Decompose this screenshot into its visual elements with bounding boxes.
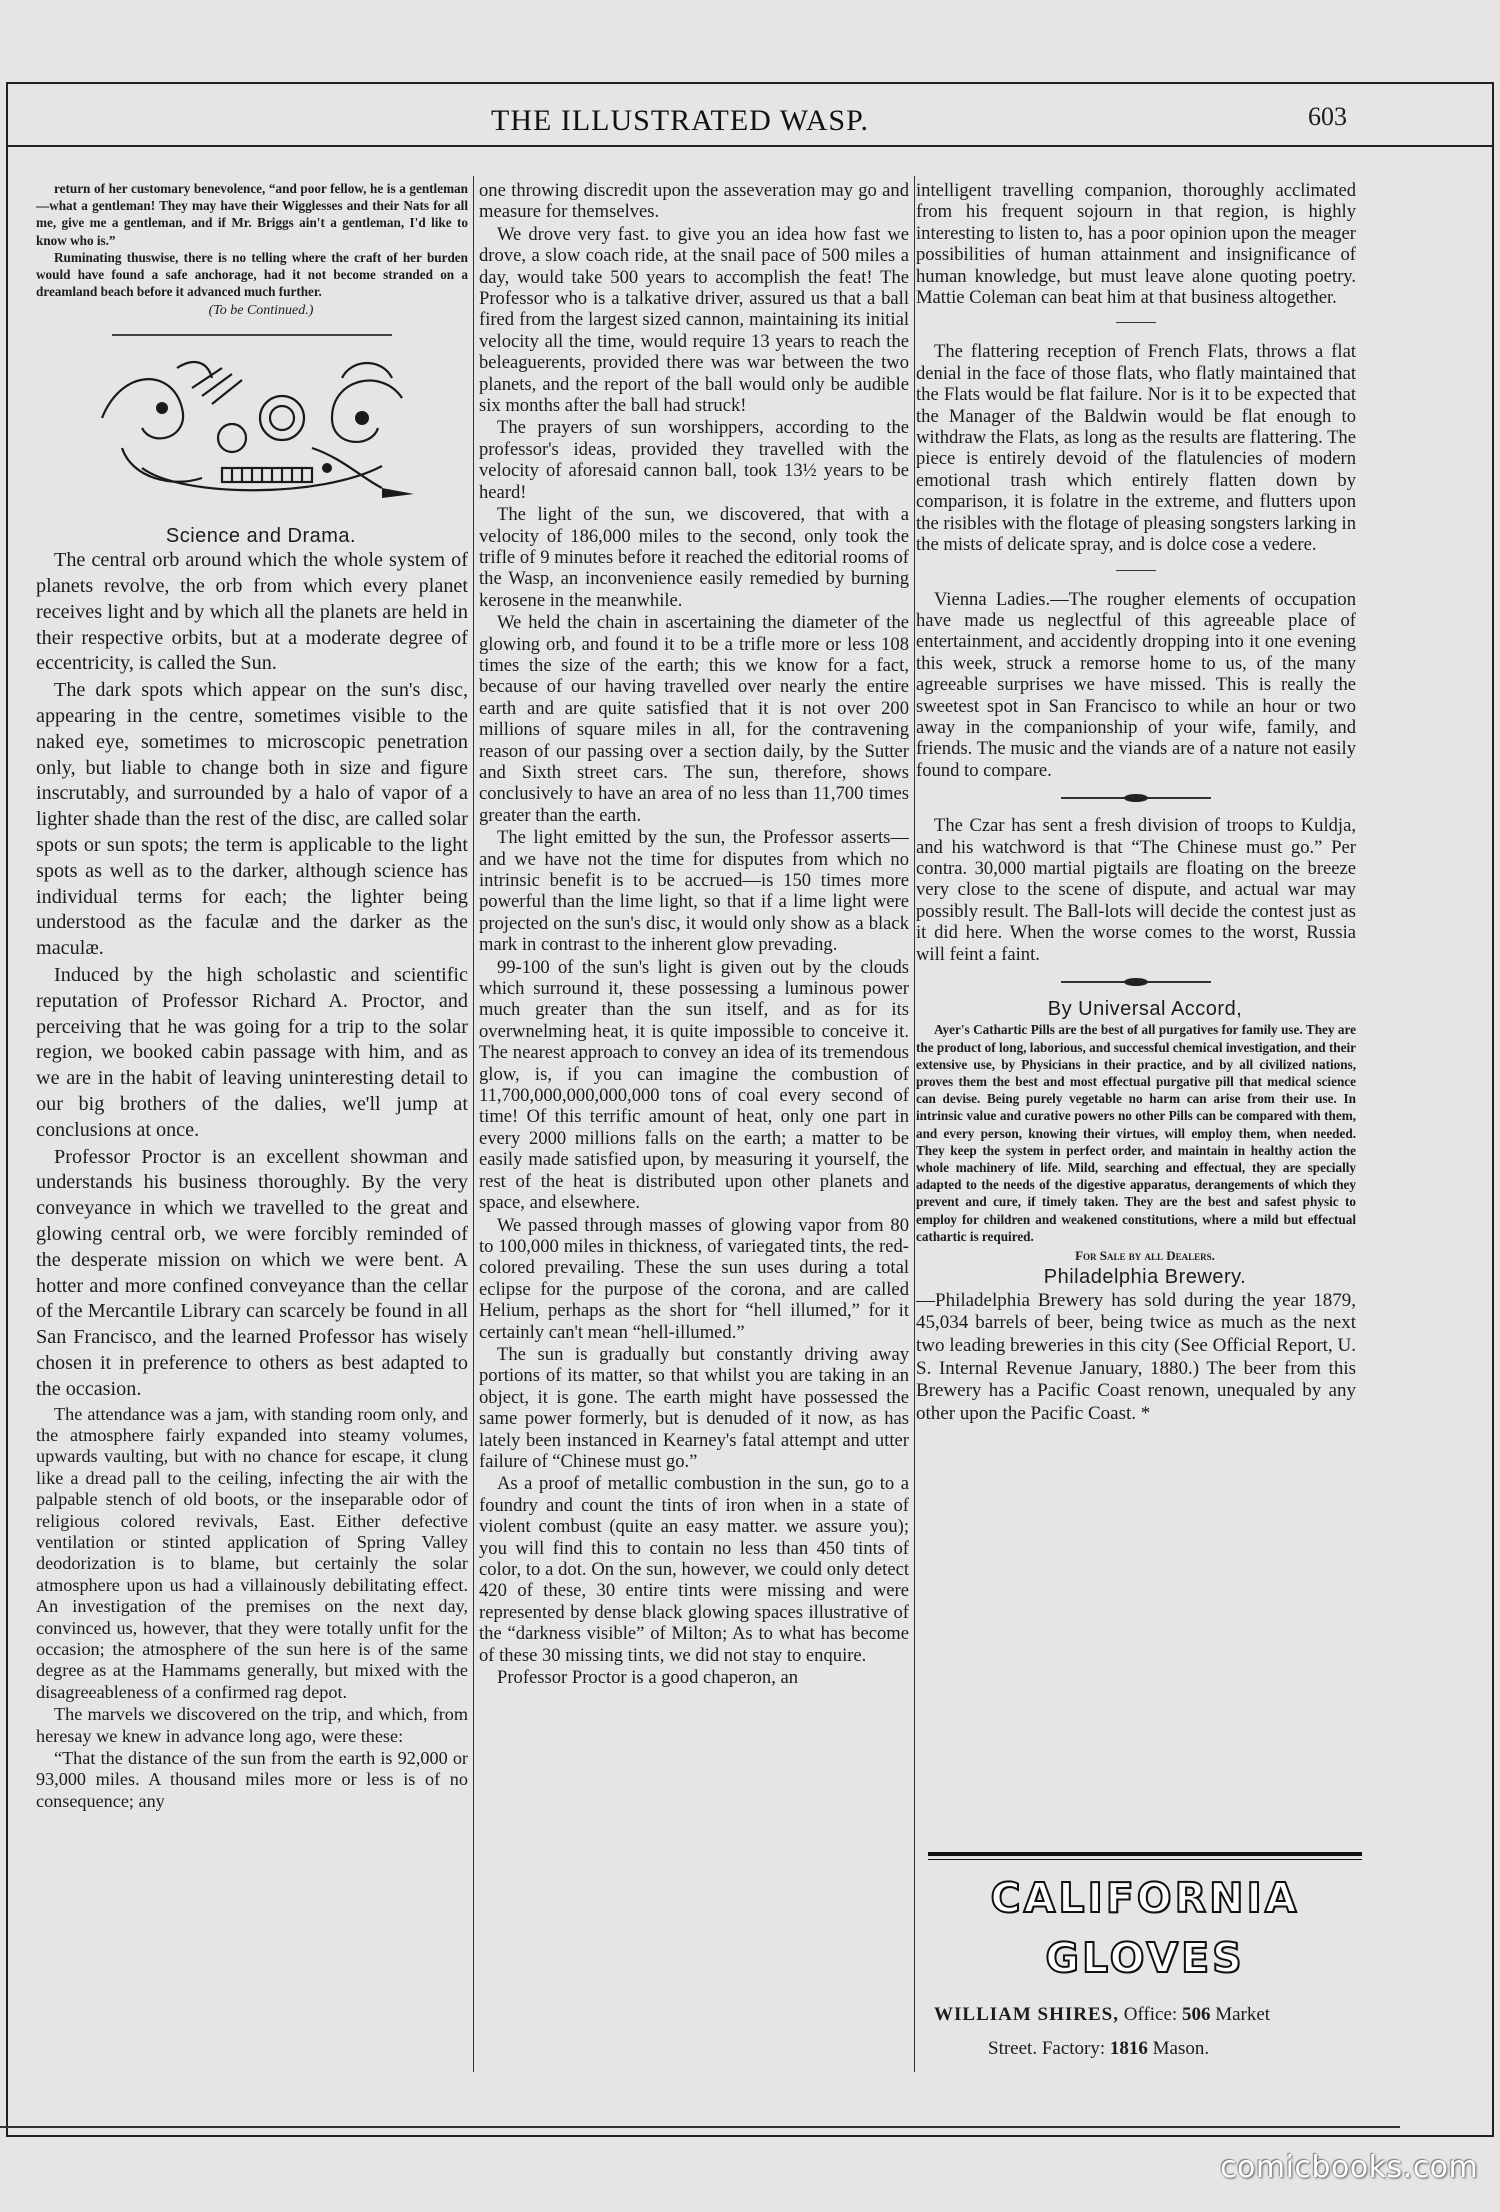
page-header xyxy=(0,104,1500,148)
article-paragraph: The Czar has sent a fresh division of troops to Kuldja, and his watchword is that “The Chinese must go.” Per contra. 30,000 martial pigtails are floating on the breeze very close to the scene of dispute, and actual war may possibly result. The Ball-lots will decide the contest just as it did here. When the worse comes to the worst, Russia will feint a faint. xyxy=(916,815,1356,965)
brewery-text: —Philadelphia Brewery has sold during the year 1879, 45,034 barrels of beer, being twice as much as the next two leading breweries in this city (See Official Report, U. S. Internal Revenue January, 1880.) The beer from this Brewery has a Pacific Coast renown, unequaled by any other upon the Pacific Coast. * xyxy=(916,1289,1356,1424)
article-paragraph: The flattering reception of French Flats, throws a flat denial in the face of those flats, who flatly maintained that the Flats would be flat failure. Nor is it to be expected that the Manager of the Baldwin would be flat enough to withdraw the Flats, as long as the results are flattering. The piece is entirely devoid of the flatulencies of modern emotional trash which entirely flatten down by comparison, it is folatre in the extreme, and flutters upon the risibles with the flotage of pleasing songsters larking in the mists of delicate spray, and is dolce cose a vedere. xyxy=(916,341,1356,556)
article-paragraph: The light emitted by the sun, the Professor asserts—and we have not the time for disputes from which no intrinsic benefit is to be accrued—is 150 times more powerful than the lime light, so that if a lime light were projected on the sun's disc, it would only show as a black mark in contrast to the inherent glow prevading. xyxy=(479,827,909,956)
advert-rule xyxy=(928,1859,1362,1860)
factory-label: Factory: xyxy=(1041,2038,1106,2059)
office-label: Office: xyxy=(1123,2004,1178,2025)
article-paragraph: The prayers of sun worshippers, according to the professor's ideas, provided they travelled with the velocity of aforesaid cannon ball, took 13½ years to be heard! xyxy=(479,417,909,503)
factory-street: Mason. xyxy=(1152,2038,1210,2059)
california-gloves-advert xyxy=(928,1852,1362,2072)
short-divider xyxy=(1116,570,1156,571)
article-paragraph: one throwing discredit upon the asseveration may go and measure for themselves. xyxy=(479,180,909,223)
article-paragraph: The central orb around which the whole system of planets revolve, the orb from which every planet receives light and by which all the planets are held in their respective orbits, but at a moderate degree of eccentricity, is called the Sun. xyxy=(36,549,468,675)
column-divider xyxy=(914,176,915,2072)
running-title: THE ILLUSTRATED WASP. xyxy=(491,104,869,137)
article-paragraph: We drove very fast. to give you an idea how fast we drove, a slow coach ride, at the snail pace of 500 miles a day, would take 500 years to accomplish the feat! The Professor who is a talkative driver, assured us that a ball fired from the largest sized cannon, maintaining its initial velocity all the time, would require 13 years to reach the beleaguerents, provided there was war between the two planets, and the report of the ball would only be audible six months after the ball had struck! xyxy=(479,223,909,417)
article-paragraph: The marvels we discovered on the trip, and which, from heresay we knew in advance long ago, were these: xyxy=(36,1704,468,1746)
page-number: 603 xyxy=(1308,102,1347,131)
article-paragraph: intelligent travelling companion, thoroughly acclimated from his frequent sojourn in that region, is highly interesting to listen to, has a poor opinion upon the meager possibilities of human attainment and insignificance of human knowledge, but must leave alone quoting poetry. Mattie Coleman can beat him at that business altogether. xyxy=(916,180,1356,309)
ornamental-divider xyxy=(1061,797,1211,799)
advert-factory-line xyxy=(988,2038,1209,2060)
short-divider xyxy=(1116,322,1156,323)
ornamental-vignette xyxy=(82,348,422,508)
article-paragraph: The sun is gradually but constantly driving away portions of its matter, so that whilst you are taking in an object, it is gone. The earth might have possessed the same power formerly, but is denuded of it now, as has lately been instanced in Kearney's fatal attempt and utter failure of “Chinese must go.” xyxy=(479,1343,909,1472)
column-1 xyxy=(36,180,468,2075)
column-3 xyxy=(916,180,1356,2075)
article-paragraph: 99-100 of the sun's light is given out by the clouds which surround it, these possessing a luminous power much greater than the sun itself, and as for its overwnelming heat, it is quite impossible to conceive it. The nearest approach to convey an idea of its tremendous glow, is, if you can imagine the combustion of 11,700,000,000,000,000 tons of coal every second of time! Of this terrific amount of heat, only one part in every 2000 millions falls on the earth; a matter to be easily made satisfied upon, by measuring it yourself, the rest of the heat is distributed upon other planets and space, and elsewhere. xyxy=(479,956,909,1214)
column-divider xyxy=(473,176,474,2072)
header-rule xyxy=(6,145,1494,147)
section-divider xyxy=(112,334,392,336)
column-2 xyxy=(479,180,909,2075)
article-paragraph: Vienna Ladies.—The rougher elements of occupation have made us neglectful of this agreeable place of entertainment, and accidently dropping into it one evening this week, struck a remorse home to us, of the many agreeable surprises we have missed. This is really the sweetest spot in San Francisco to while an hour or two away in the companionship of your wife, family, and friends. The music and the viands are of a nature not easily found to compare. xyxy=(916,588,1356,781)
ornamental-divider xyxy=(1061,981,1211,983)
story-continuation: return of her customary benevolence, “and poor fellow, he is a gentleman—what a gentleman! They may have their Wigglesses and their Nats for all me, give me a gentleman, and if Mr. Briggs ain't a gentleman, I'd like to know who is.” xyxy=(36,181,468,248)
brewery-title: Philadelphia Brewery. xyxy=(1043,1266,1247,1289)
office-street: Market xyxy=(1215,2004,1271,2025)
street-label: Street. xyxy=(988,2038,1038,2059)
article-paragraph: Induced by the high scholastic and scientific reputation of Professor Richard A. Proctor, and perceiving that he was going for a trip to the solar region, we booked cabin passage with him, and as we are in the habit of leaving uninteresting detail to our big brothers of the dalies, we'll jump at conclusions at once. xyxy=(36,963,468,1141)
article-paragraph: Professor Proctor is a good chaperon, an xyxy=(497,1667,799,1689)
article-paragraph: The light of the sun, we discovered, that with a velocity of 186,000 miles to the second, only took the trifle of 9 minutes before it reached the editorial rooms of the Wasp, an inconvenience easily remedied by burning kerosene in the meanwhile. xyxy=(479,504,909,611)
article-paragraph: “That the distance of the sun from the earth is 92,000 or 93,000 miles. A thousand miles more or less is of no consequence; any xyxy=(36,1748,468,1811)
watermark: comicbooks.com xyxy=(1220,2150,1479,2185)
article-paragraph: The dark spots which appear on the sun's disc, appearing in the centre, sometimes visible to the naked eye, sometimes to microscopic penetration only, but liable to change both in size and figure inscrutably, and surrounded by a halo of vapor of a lighter shade than the rest of the disc, are called solar spots or sun spots; the term is applicable to the light spots as well as to the darker, although science has individual terms for each; the lighter being understood as the faculæ and the darker as the maculæ. xyxy=(36,679,468,960)
advert-dealers: For Sale by all Dealers. xyxy=(1075,1248,1215,1264)
article-title: Science and Drama. xyxy=(165,524,357,547)
advert-text: Ayer's Cathartic Pills are the best of all purgatives for family use. They are the product of long, laborious, and successful chemical investigation, and their extensive use, by Physicians in their practice, and by all civilized nations, proves them the best and most effectual purgative pill that medical science can devise. Being purely vegetable no harm can arise from their use. In intrinsic value and curative powers no other Pills can be compared with them, and every person, knowing their virtues, will employ them, when needed. They keep the system in perfect order, and maintain in healthy action the whole machinery of life. Mild, searching and effectual, they are specially adapted to the needs of the digestive apparatus, derangements of which they prevent and cure, if timely taken. They are the best and safest physic to employ for children and weakened constitutions, where a mild but effectual cathartic is required. xyxy=(916,1022,1356,1244)
advert-rule xyxy=(928,1852,1362,1856)
advert-proprietor: WILLIAM SHIRES, xyxy=(934,2004,1119,2025)
article-paragraph: Professor Proctor is an excellent showman and understands his business thoroughly. By the very conveyance in which we travelled to the great and glowing central orb, we were forcibly reminded of the desperate mission on which we were bent. A hotter and more confined conveyance than the cellar of the Mercantile Library can scarcely be found in all San Francisco, and the learned Professor has wisely chosen it in preference to others as best adapted to the occasion. xyxy=(36,1145,468,1400)
factory-number: 1816 xyxy=(1109,2038,1148,2059)
article-paragraph: We passed through masses of glowing vapor from 80 to 100,000 miles in thickness, of variegated tints, the red-colored prevailing. These the sun uses during a total eclipse for the purpose of the corona, and are called Helium, perhaps as the short for “hell illumed,” for it certainly can't mean “hell-illumed.” xyxy=(479,1214,909,1343)
article-paragraph: We held the chain in ascertaining the diameter of the glowing orb, and found it to be a trifle more or less 108 times the size of the earth; this we know for a fact, because of our having travelled over nearly the entire earth and are quite satisfied that it is not over 200 millions of square miles in all, for the contravening reason of our passing over a section daily, by the Sutter and Sixth street cars. The sun, therefore, shows conclusively to have an area of no less than 11,700 times greater than the earth. xyxy=(479,612,909,826)
advert-subheadline: GLOVES xyxy=(1045,1934,1245,1982)
article-paragraph: The attendance was a jam, with standing room only, and the atmosphere fairly expanded into steamy volumes, upwards vaulting, but with no chance for escape, it clung like a dread pall to the ceiling, infecting the air with the palpable stench of old boots, or the inseparable odor of religious colored revivals, East. Either defective ventilation or stinted application of Spring Valley deodorization is to blame, but certainly the solar atmosphere upon us had a villainously debilitating effect. An investigation of the premises on the next day, convinced us, however, that they were totally unfit for the occasion; the atmosphere of the sun here is of the same degree as at the Hammams generally, but mixed with the disagreeableness of a confirmed rag depot. xyxy=(36,1403,468,1702)
advert-headline: CALIFORNIA xyxy=(990,1874,1300,1922)
article-paragraph: As a proof of metallic combustion in the sun, go to a foundry and count the tints of iron when in a state of violent combust (quite an easy matter. we assure you); you will find this to contain no less than 450 tints of color, to a dot. On the sun, however, we could only detect 420 of these, 30 entire tints were missing and were represented by dense black glowing spaces illustrative of the “darkness visible” of Milton; As to what has become of these 30 missing tints, we did not stay to enquire. xyxy=(479,1473,909,1666)
bottom-rule xyxy=(0,2126,1400,2128)
office-number: 506 xyxy=(1181,2004,1211,2025)
advert-address-line xyxy=(934,2004,1364,2026)
to-be-continued: (To be Continued.) xyxy=(208,303,314,319)
advert-title: By Universal Accord, xyxy=(1047,998,1243,1020)
story-continuation: Ruminating thuswise, there is no telling where the craft of her burden would have found a safe anchorage, had it not become stranded on a dreamland beach before it advanced much further. xyxy=(36,249,468,300)
